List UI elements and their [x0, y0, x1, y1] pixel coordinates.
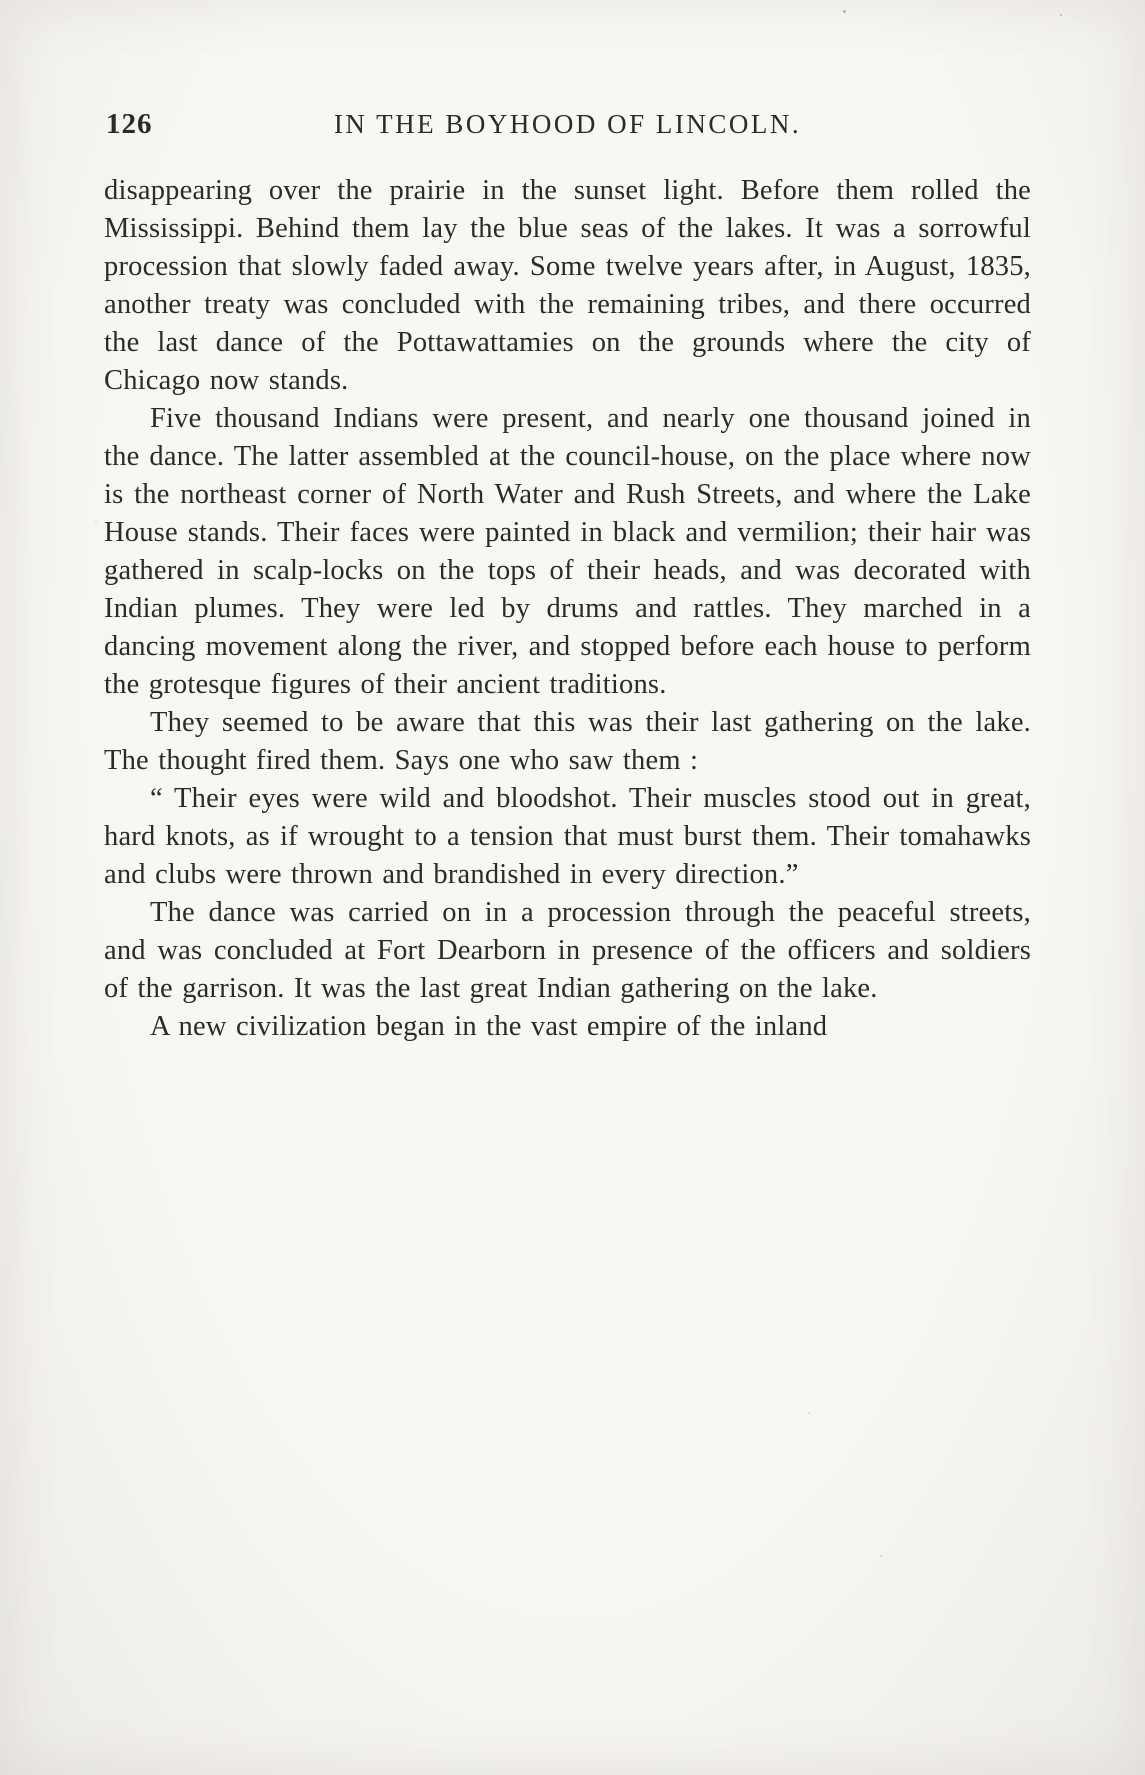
scan-speck — [1060, 14, 1062, 16]
scan-speck — [95, 520, 97, 522]
paragraph: A new civilization began in the vast empire of the inland — [150, 1011, 828, 1042]
page-header — [104, 106, 1031, 148]
scan-speck — [843, 10, 846, 13]
paragraph-quote: “ Their eyes were wild and bloodshot. Their muscles stood out in great, hard knots, as if wrought to a tension that must burst them. Their tomahawks and clubs were thrown and brandished in every direction.” — [104, 783, 1031, 890]
paragraph: The dance was carried on in a procession through the peaceful streets, and was concluded at Fort Dearborn in presence of the officers and soldiers of the garrison. It was the last great Indian gathering on the lake. — [104, 897, 1031, 1004]
scan-speck — [880, 1555, 883, 1557]
paragraph: Five thousand Indians were present, and nearly one thousand joined in the dance. The latter assembled at the council-house, on the place where now is the northeast corner of North Water and Rush Streets, and where the Lake House stands. Their faces were painted in black and vermilion; their hair was gathered in scalp-locks on the tops of their heads, and was decorated with Indian plumes. They were led by drums and rattles. They marched in a dancing movement along the river, and stopped before each house to perform the grotesque figures of their ancient traditions. — [104, 403, 1031, 700]
paragraph-continuation: disappearing over the prairie in the sunset light. Before them rolled the Mississippi. Behind them lay the blue seas of the lakes. It was a sorrowful procession that slowly faded away. Some twelve years after, in August, 1835, another treaty was concluded with the remaining tribes, and there occurred the last dance of the Pottawattamies on the grounds where the city of Chicago now stands. — [104, 175, 1031, 396]
running-title: IN THE BOYHOOD OF LINCOLN. — [333, 109, 802, 139]
scan-speck — [808, 1412, 810, 1414]
page-body — [104, 172, 1031, 1046]
page-number: 126 — [106, 108, 153, 140]
paragraph: They seemed to be aware that this was their last gathering on the lake. The thought fired them. Says one who saw them : — [104, 707, 1031, 776]
